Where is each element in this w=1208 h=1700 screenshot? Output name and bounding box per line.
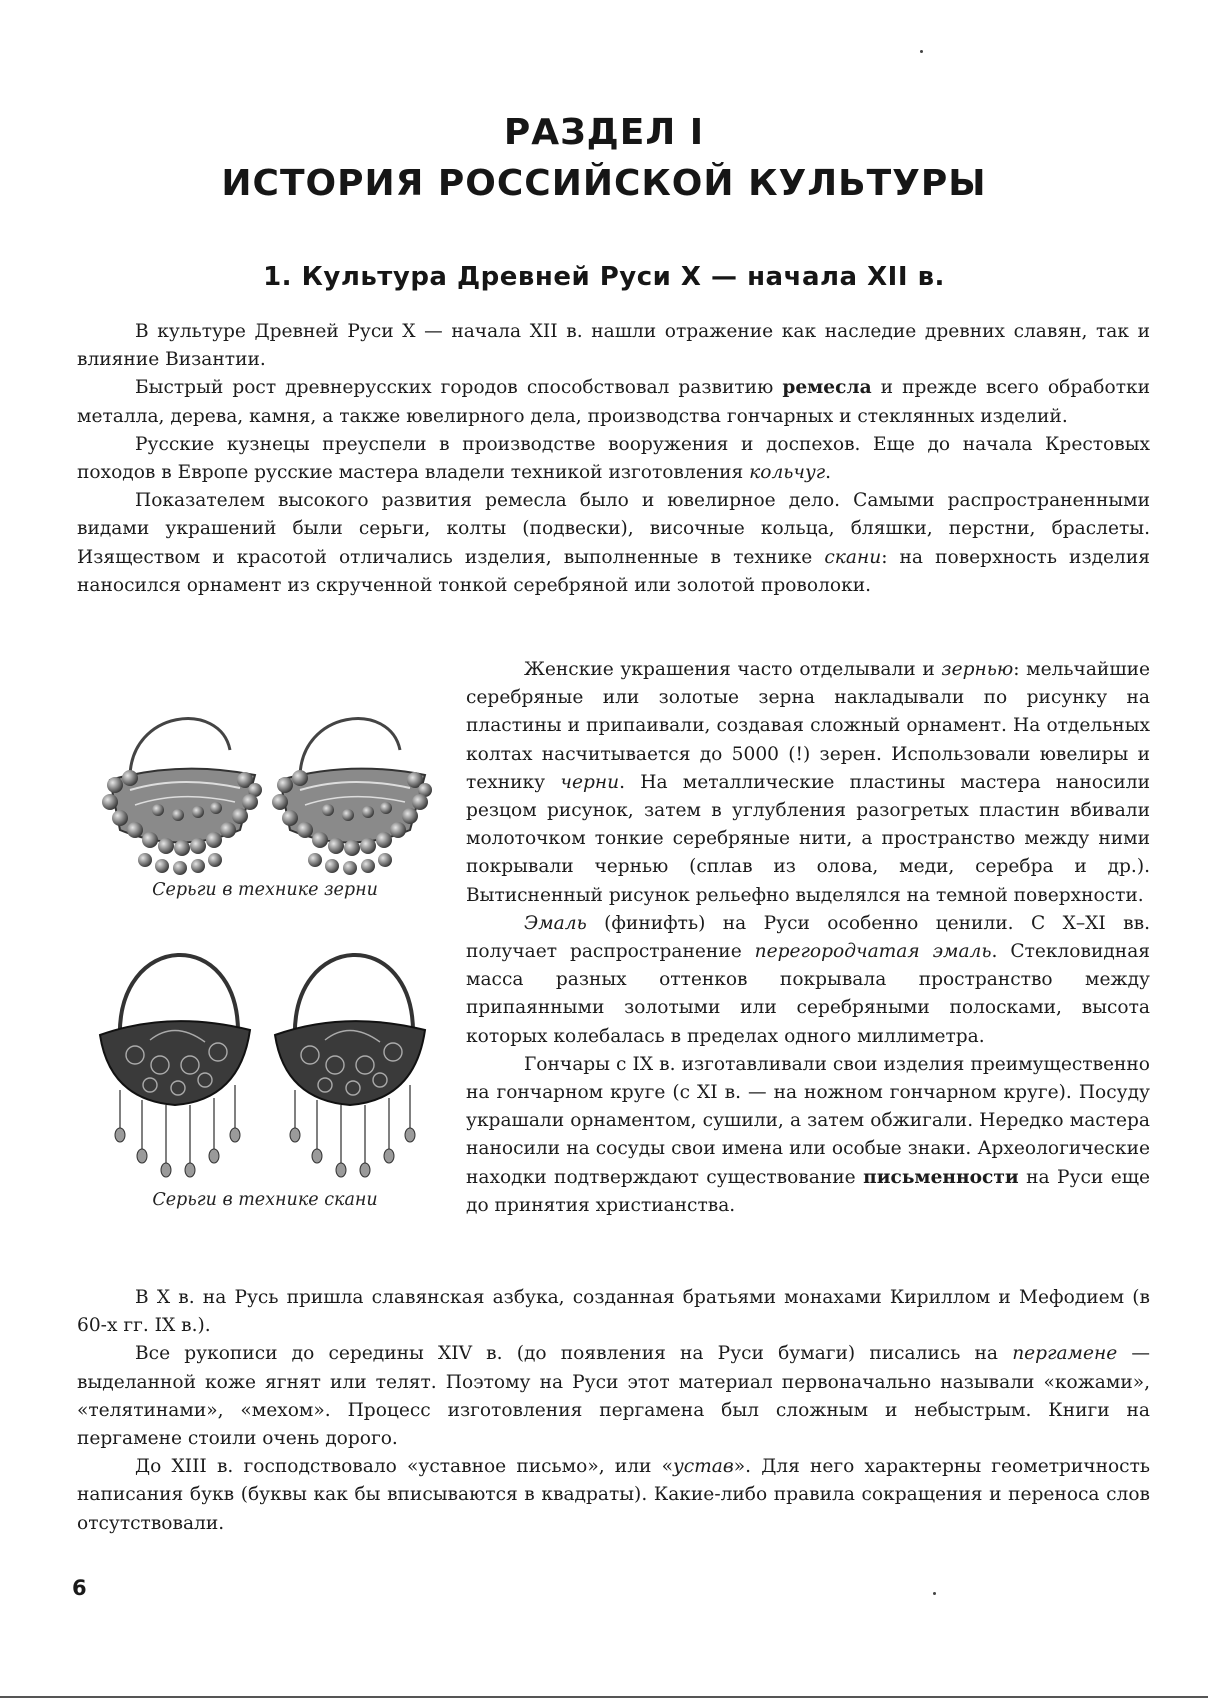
part-title: ИСТОРИЯ РОССИЙСКОЙ КУЛЬТУРЫ [221, 163, 987, 204]
term-niello: черни [560, 771, 620, 793]
paragraph: В X в. на Русь пришла славянская азбука, созданная братьями монахами Кириллом и Мефодием (в 60-х гг. IX в.). [77, 1287, 1150, 1337]
side-text-block [466, 656, 1150, 1220]
figure-caption: Серьги в технике скани [152, 1190, 378, 1210]
term-cloisonne: перегородчатая эмаль [754, 941, 992, 963]
term-writing: письменности [863, 1166, 1019, 1188]
term-enamel: Эмаль [524, 912, 587, 934]
part-heading: РАЗДЕЛ I [503, 112, 705, 153]
term-craft: ремесла [782, 377, 872, 399]
page-number: 6 [72, 1576, 87, 1600]
paragraph: Женские украшения часто отделывали и зернью: мельчайшие серебряные или золотые зерна накладывали по рисунку на пластины и припаивали, создавая сложный орнамент. На отдельных колтах насчитывается до 5000 (!) зерен. Использовали ювелиры и технику черни. На металлические пластины мастера наносили резцом рисунок, затем в углубления разогретых пластин вбивали молоточком тонкие серебряные нити, а пространство между ними покрывали чернью (сплав из олова, меди, серебра и др.). Вытисненный рисунок рельефно выделялся на темной поверхности. [466, 659, 1151, 906]
paragraph: Быстрый рост древнерусских городов способствовал развитию ремесла и прежде всего обработки металла, дерева, камня, а также ювелирного дела, производства гончарных и стеклянных изделий. [77, 377, 1150, 427]
term-chainmail: кольчуг [749, 462, 826, 484]
chapter-title: 1. Культура Древней Руси X — начала XII в. [263, 262, 945, 292]
term-parchment: пергамене [1012, 1343, 1118, 1365]
earrings-filigree-image [90, 930, 440, 1180]
term-filigree: скани [824, 546, 882, 568]
term-ustav: устав [672, 1456, 734, 1478]
paragraph: До XIII в. господствовало «уставное письмо», или «устав». Для него характерны геометричность написания букв (буквы как бы вписываются в квадраты). Какие-либо правила сокращения и переноса слов отсутствовали. [77, 1456, 1150, 1534]
scan-speck [933, 1592, 936, 1595]
scan-speck [920, 50, 923, 53]
paragraph: Эмаль (финифть) на Руси особенно ценили. С X–XI вв. получает распространение перегородчатая эмаль. Стекловидная масса разных оттенков покрывала пространство между припаянными золотыми или серебряными полосками, высота которых колебалась в пределах одного миллиметра. [466, 912, 1151, 1047]
paragraph: Русские кузнецы преуспели в производстве вооружения и доспехов. Еще до начала Крестовых походов в Европе русские мастера владели техникой изготовления кольчуг. [77, 433, 1150, 484]
paragraph: В культуре Древней Руси X — начала XII в. нашли отражение как наследие древних славян, так и влияние Византии. [77, 321, 1150, 371]
earrings-granulation-image [90, 690, 440, 890]
bottom-text-block [77, 1284, 1150, 1538]
scan-edge-line [0, 1696, 1208, 1698]
paragraph: Показателем высокого развития ремесла было и ювелирное дело. Самыми распространенными видами украшений были серьги, колты (подвески), височные кольца, бляшки, перстни, браслеты. Изяществом и красотой отличались изделия, выполненные в технике скани: на поверхность изделия наносился орнамент из скрученной тонкой серебряной или золотой проволоки. [77, 490, 1150, 596]
term-granulation: зернью [941, 659, 1014, 680]
paragraph: Гончары с IX в. изготавливали свои изделия преимущественно на гончарном круге (с XI в. — на ножном гончарном круге). Посуду украшали орнаментом, сушили, а затем обжигали. Нередко мастера наносили на сосуды свои имена или особые знаки. Археологические находки подтверждают существование письменности на Руси еще до принятия христианства. [466, 1053, 1151, 1216]
top-text-block [77, 318, 1150, 600]
figure-caption: Серьги в технике зерни [152, 880, 378, 900]
paragraph: Все рукописи до середины XIV в. (до появления на Руси бумаги) писались на пергамене — выделанной коже ягнят или телят. Поэтому на Руси этот материал первоначально называли «кожами», «телятинами», «мехом». Процесс изготовления пергамена был сложным и небыстрым. Книги на пергамене стоили очень дорого. [77, 1343, 1150, 1450]
